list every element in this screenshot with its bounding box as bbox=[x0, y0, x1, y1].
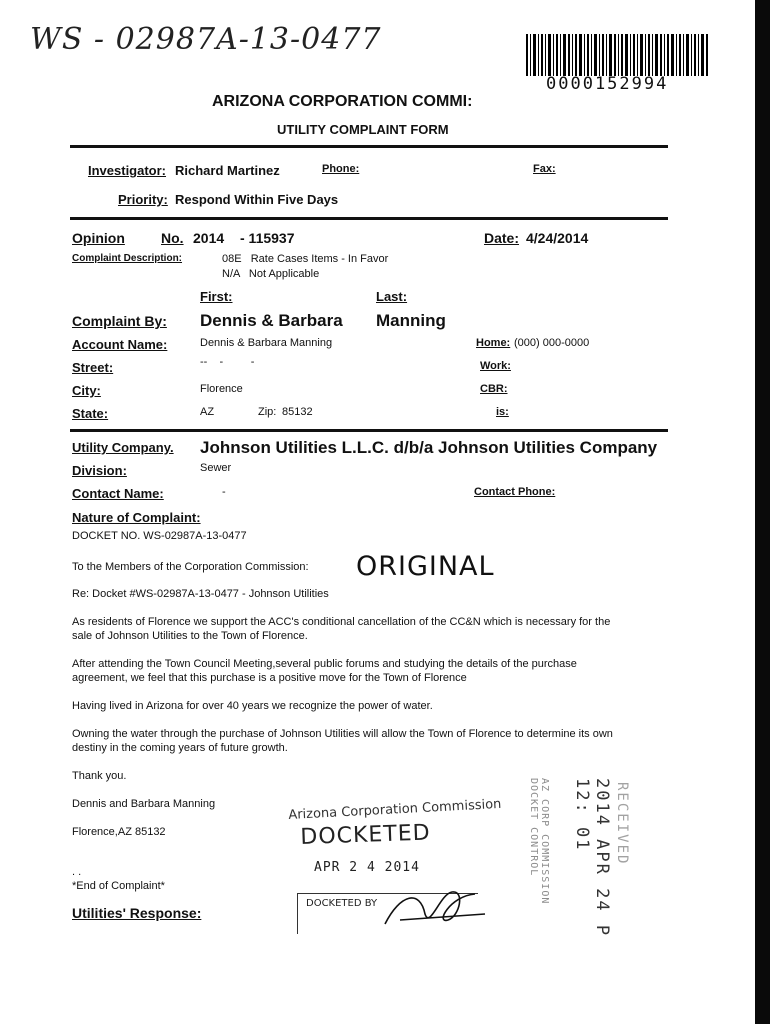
scan-edge bbox=[755, 0, 770, 1024]
fax-label: Fax: bbox=[533, 163, 556, 175]
paragraph-4a: Owning the water through the purchase of Johnson Utilities will allow the Town of Florence to determine its own bbox=[72, 728, 613, 740]
investigator-value: Richard Martinez bbox=[175, 163, 280, 178]
cbr-label: CBR: bbox=[480, 383, 508, 395]
date-label: Date: bbox=[484, 230, 520, 246]
state-value: AZ bbox=[200, 406, 215, 418]
complaint-description-label: Complaint Description: bbox=[72, 253, 183, 264]
barcode-graphic bbox=[526, 34, 708, 76]
complaint-description-line2: N/A Not Applicable bbox=[222, 268, 320, 280]
opinion-label: Opinion bbox=[72, 230, 125, 246]
state-label: State: bbox=[72, 406, 109, 421]
vertical-stamp-docket-control: AZ CORP COMMISSION DOCKET CONTROL bbox=[528, 778, 550, 905]
zip-value: 85132 bbox=[282, 406, 313, 418]
re-line: Re: Docket #WS-02987A-13-0477 - Johnson Utilities bbox=[72, 588, 329, 600]
stamp-docketed-by: DOCKETED BY bbox=[306, 898, 378, 909]
original-stamp: ORIGINAL bbox=[356, 551, 495, 582]
city-label: City: bbox=[72, 383, 101, 398]
account-name-label: Account Name: bbox=[72, 337, 168, 352]
phone-label: Phone: bbox=[322, 163, 360, 175]
paragraph-3: Having lived in Arizona for over 40 years we recognize the power of water. bbox=[72, 700, 433, 712]
investigator-label: Investigator: bbox=[88, 163, 167, 178]
opinion-number: - 115937 bbox=[240, 230, 295, 246]
stamp-docketed: DOCKETED bbox=[300, 820, 432, 850]
street-label: Street: bbox=[72, 360, 114, 375]
paragraph-1b: sale of Johnson Utilities to the Town of Florence. bbox=[72, 630, 308, 642]
signature-name: Dennis and Barbara Manning bbox=[72, 798, 216, 810]
zip-label: Zip: bbox=[258, 406, 277, 418]
utility-company-value: Johnson Utilities L.L.C. d/b/a Johnson Utilities Company bbox=[200, 438, 658, 457]
handwritten-signature bbox=[380, 884, 490, 934]
last-label: Last: bbox=[376, 289, 408, 304]
form-title: UTILITY COMPLAINT FORM bbox=[277, 122, 449, 137]
date-value: 4/24/2014 bbox=[526, 230, 589, 246]
handwritten-docket-number: WS - 02987A-13-0477 bbox=[30, 22, 382, 57]
barcode-number: 0000152994 bbox=[546, 74, 669, 94]
paragraph-4b: destiny in the coming years of future growth. bbox=[72, 742, 288, 754]
stamp-date: APR 2 4 2014 bbox=[314, 860, 420, 875]
utility-company-label: Utility Company. bbox=[72, 440, 174, 455]
first-label: First: bbox=[200, 289, 233, 304]
page-title: ARIZONA CORPORATION COMMI: bbox=[212, 93, 473, 110]
contact-name-value: - bbox=[222, 486, 226, 498]
stamp-commission: Arizona Corporation Commission bbox=[288, 796, 502, 823]
paragraph-2a: After attending the Town Council Meeting,several public forums and studying the details of the purchase bbox=[72, 658, 577, 670]
salutation: To the Members of the Corporation Commission: bbox=[72, 561, 309, 573]
division-label: Division: bbox=[72, 463, 127, 478]
home-phone-value: (000) 000-0000 bbox=[514, 337, 590, 349]
vertical-stamp-date: 2014 APR 24 P 12: 01 bbox=[572, 778, 612, 938]
divider bbox=[70, 217, 668, 220]
complainant-last: Manning bbox=[376, 311, 446, 330]
closing: Thank you. bbox=[72, 770, 127, 782]
contact-name-label: Contact Name: bbox=[72, 486, 164, 501]
vertical-stamp-received: RECEIVED bbox=[614, 782, 630, 866]
work-phone-label: Work: bbox=[480, 360, 511, 372]
contact-phone-label: Contact Phone: bbox=[474, 486, 556, 498]
opinion-no-label: No. bbox=[161, 230, 184, 246]
street-value: -- - - bbox=[200, 356, 255, 368]
dots: . . bbox=[72, 866, 82, 878]
complainant-first: Dennis & Barbara bbox=[200, 311, 343, 330]
end-of-complaint: *End of Complaint* bbox=[72, 880, 165, 892]
opinion-year: 2014 bbox=[193, 230, 225, 246]
city-value: Florence bbox=[200, 383, 243, 395]
priority-label: Priority: bbox=[118, 192, 168, 207]
is-label: is: bbox=[496, 406, 509, 418]
home-phone-label: Home: bbox=[476, 337, 511, 349]
divider bbox=[70, 145, 668, 148]
docket-line: DOCKET NO. WS-02987A-13-0477 bbox=[72, 530, 247, 542]
paragraph-1a: As residents of Florence we support the ACC's conditional cancellation of the CC&N which is necessary for the bbox=[72, 616, 611, 628]
nature-of-complaint-label: Nature of Complaint: bbox=[72, 510, 201, 525]
signature-location: Florence,AZ 85132 bbox=[72, 826, 166, 838]
barcode bbox=[526, 34, 708, 76]
complaint-by-label: Complaint By: bbox=[72, 313, 167, 329]
division-value: Sewer bbox=[200, 462, 232, 474]
paragraph-2b: agreement, we feel that this purchase is a positive move for the Town of Florence bbox=[72, 672, 467, 684]
utilities-response-label: Utilities' Response: bbox=[72, 905, 202, 921]
priority-value: Respond Within Five Days bbox=[175, 192, 339, 207]
divider bbox=[70, 429, 668, 432]
complaint-description-line1: 08E Rate Cases Items - In Favor bbox=[222, 253, 389, 265]
account-name-value: Dennis & Barbara Manning bbox=[200, 337, 333, 349]
